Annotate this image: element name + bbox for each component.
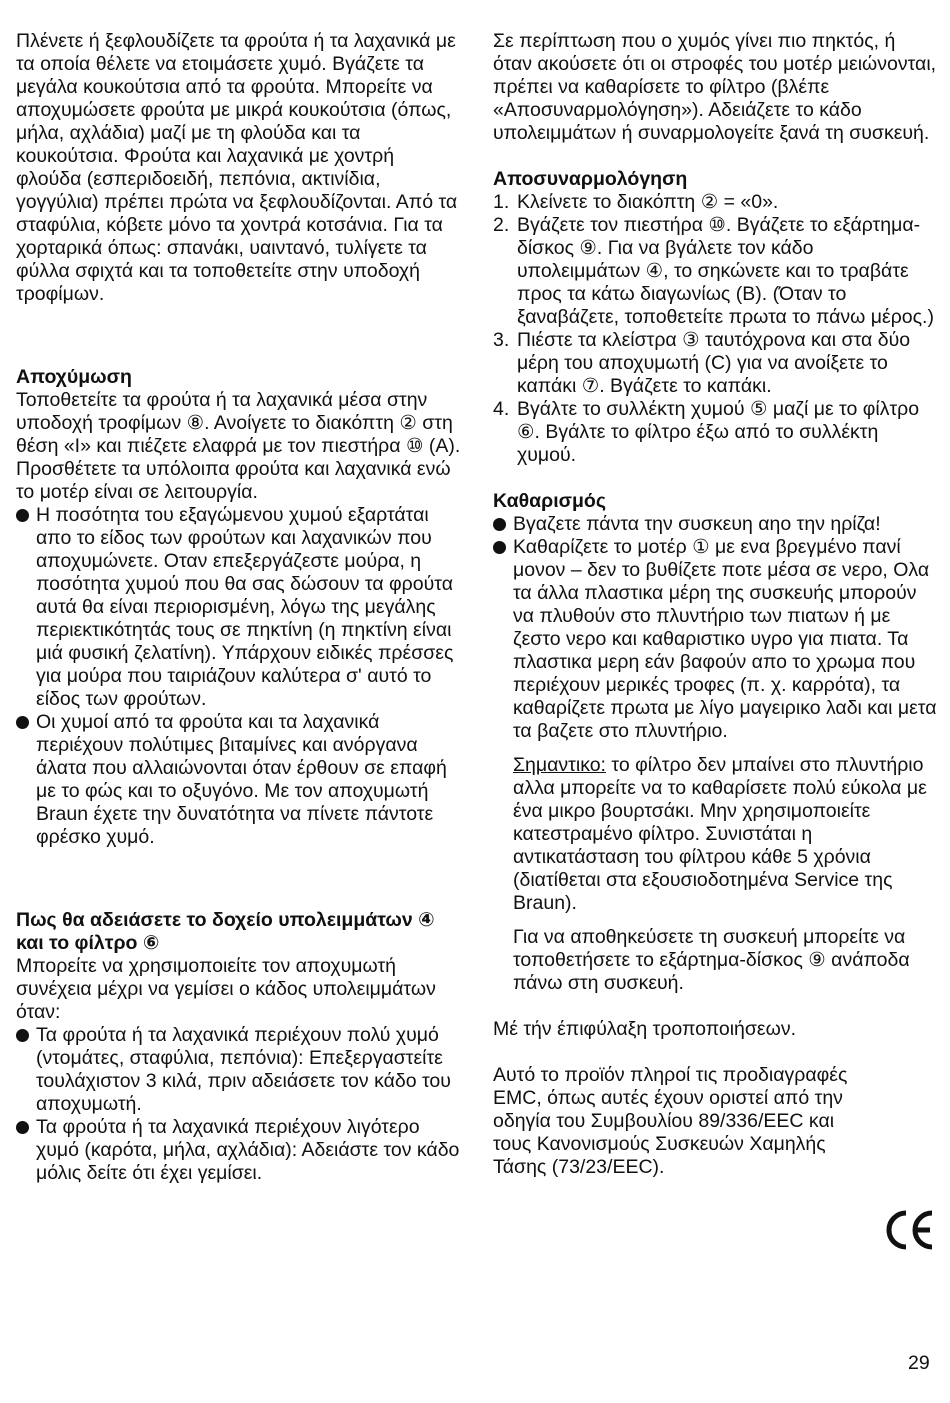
disassembly-heading: Αποσυναρμολόγηση [493,168,688,190]
compliance-paragraph: Αυτό το προϊόν πληροί τις προδιαγραφές EMC, όπως αυτές έχουν οριστεί από την οδηγία του Συμβουλίου 89/336/EEC και τους Κανονισμούς Συσκευών Χαμηλής Τάσης (73/23/EEC). [493,1064,848,1178]
step-number: 1. [493,191,510,213]
step-item [493,191,938,214]
right-column [493,30,938,1179]
empty-paragraph: Μπορείτε να χρησιμοποιείτε τον αποχυμωτή συνέχεια μέχρι να γεμίσει ο κάδος υπολειμμάτων όταν: [16,955,436,1023]
bullet-item: Καθαρίζετε το μοτέρ ① με ενα βρεγμένο πανί μονον – δεν το βυθίζετε ποτε μέσα σε νερο, Ολα τα άλλα πλαστικα μέρη της συσκευής μπορούν να πλυθούν στο πλυντήριο των πιατων ή με ζεστο νερο και καθαριστικο υγρο για πιατα. Τα πλαστικα μερη εάν βαφούν απο το χρωμα που περιέχουν μερικές τροφες (π. χ. καρρότα), τα καθαρίζετε πρωτα με λίγο μαγειρικο λαδι και μετα τα βαζετε στο πλυντήριο. [493,536,938,743]
juicing-paragraph: Τοποθετείτε τα φρούτα ή τα λαχανικά μέσα στην υποδοχή τροφίμων ⑧. Ανοίγετε το διακόπτη ② στη θέση «I» και πιέζετε ελαφρά με τον πιεστήρα ⑩ (A). Προσθέτετε τα υπόλοιπα φρούτα και λαχανικά ενώ το μοτέρ είναι σε λειτουργία. [16,389,461,503]
important-note [493,754,938,915]
storage-paragraph: Για να αποθηκεύσετε τη συσκευή μπορείτε να τοποθετήσετε το εξάρτημα-δίσκος ⑨ ανάποδα πάνω στη συσκευή. [513,926,910,994]
important-label: Σημαντικο: [513,754,606,776]
bullet-item: Τα φρούτα ή τα λαχανικά περιέχουν λιγότερο χυμό (καρότα, μήλα, αχλάδια): Αδειάστε τον κάδο μόλις δείτε ότι έχει γεμίσει. [16,1116,461,1185]
left-column [16,30,461,1185]
step-number: 2. [493,214,510,236]
important-text: το φίλτρο δεν μπαίνει στο πλυντήριο αλλα μπορείτε να το καθαρίσετε πολύ εύκολα με ένα μικρο βουρτσάκι. Μην χρησιμοποιείτε κατεστραμένο φίλτρο. Συνιστάται η αντικατάσταση του φίλτρου κάθε 5 χρόνια (διατίθεται στα εξουσιοδοτημένα Service της Braun). [513,754,927,914]
step-text: Κλείνετε το διακόπτη ② = «0». [517,191,779,213]
filter-paragraph: Σε περίπτωση που ο χυμός γίνει πιο πηκτός, ή όταν ακούσετε ότι οι στροφές του μοτέρ μειώνονται, πρέπει να καθαρίσετε το φίλτρο (βλέπε «Αποσυναρμολόγηση»). Αδειάζετε το κάδο υπολειμμάτων ή συναρμολογείτε ξανά τη συσκευή. [493,30,937,144]
bullet-item: Οι χυμοί από τα φρούτα και τα λαχανικά περιέχουν πολύτιμες βιταμίνες και ανόργανα άλατα που αλλαιώνονται όταν έρθουν σε επαφή με το φώς και το οξυγόνο. Με τον αποχυμωτή Braun έχετε την δυνατότητα να πίνετε πάντοτε φρέσκο χυμό. [16,711,461,849]
juicing-heading: Αποχύμωση [16,366,132,388]
step-text: Βγάλτε το συλλέκτη χυμού ⑤ μαζί με το φίλτρο ⑥. Βγάλτε το φίλτρο έξω από το συλλέκτη χυμού. [517,398,920,466]
step-number: 3. [493,329,510,351]
step-text: Πιέστε τα κλείστρα ③ ταυτόχρονα και στα δύο μέρη του αποχυμωτή (C) για να ανοίξετε το καπάκι ⑦. Βγάζετε το καπάκι. [517,329,911,397]
bullet-item: Βγαζετε πάντα την συσκευη αηο την ηρίζα! [493,513,938,536]
reservation-note: Mέ τήν έπιφύλαξη τροποποιήσεων. [493,1018,797,1040]
page-number: 29 [908,1352,930,1374]
step-number: 4. [493,398,510,420]
bullet-item: Τα φρούτα ή τα λαχανικά περιέχουν πολύ χυμό (ντομάτες, σταφύλια, πεπόνια): Επεξεργαστείτε τουλάχιστον 3 κιλά, πριν αδειάσετε τον κάδο του αποχυμωτή. [16,1024,461,1116]
step-item [493,214,938,329]
step-item [493,398,938,467]
step-item [493,329,938,398]
ce-mark-icon [884,1207,936,1253]
step-text: Βγάζετε τον πιεστήρα ⑩. Βγάζετε το εξάρτημα-δίσκος ⑨. Για να βγάλετε τον κάδο υπολειμμάτων ④, το σηκώνετε και το τραβάτε προς τα κάτω διαγωνίως (B). (Όταν το ξαναβάζετε, τοποθετείτε πρωτα το πάνω μέρος.) [517,214,934,328]
bullet-item: Η ποσότητα του εξαγώμενου χυμού εξαρτάται απο το είδος των φρούτων και λαχανικών που αποχυμώνετε. Οταν επεξεργάζεστε μούρα, η ποσότητα χυμού που θα σας δώσουν τα φρούτα αυτά θα είναι περιορισμένη, λόγω της μεγάλης περιεκτικότητάς τους σε πηκτίνη (η πηκτίνη είναι μιά φυσική ζελατίνη). Υπάρχουν ειδικές πρέσσες για μούρα που ταιριάζουν καλύτερα σ' αυτό το είδος των φρούτων. [16,504,461,711]
cleaning-heading: Καθαρισμός [493,490,606,512]
empty-heading: Πως θα αδειάσετε το δοχείο υπολειμμάτων ④ και το φίλτρο ⑥ [16,909,435,954]
intro-paragraph: Πλένετε ή ξεφλουδίζετε τα φρούτα ή τα λαχανικά με τα οποία θέλετε να ετοιμάσετε χυμό. Βγάζετε τα μεγάλα κουκούτσια από τα φρούτα. Μπορείτε να αποχυμώσετε φρούτα με μικρά κουκούτσια (όπως, μήλα, αχλάδια) μαζί με τη φλούδα και τα κουκούτσια. Φρούτα και λαχανικά με χοντρή φλούδα (εσπεριδοειδή, πεπόνια, ακτινίδια, γογγύλια) πρέπει πρώτα να ξεφλουδίζονται. Από τα σταφύλια, κόβετε μόνο τα χοντρά κοτσάνια. Για τα χορταρικά όπως: σπανάκι, υαινταvό, τυλίγετε τα φύλλα σφιχτά και τα τοποθετείτε στην υποδοχή τροφίμων. [16,30,458,305]
